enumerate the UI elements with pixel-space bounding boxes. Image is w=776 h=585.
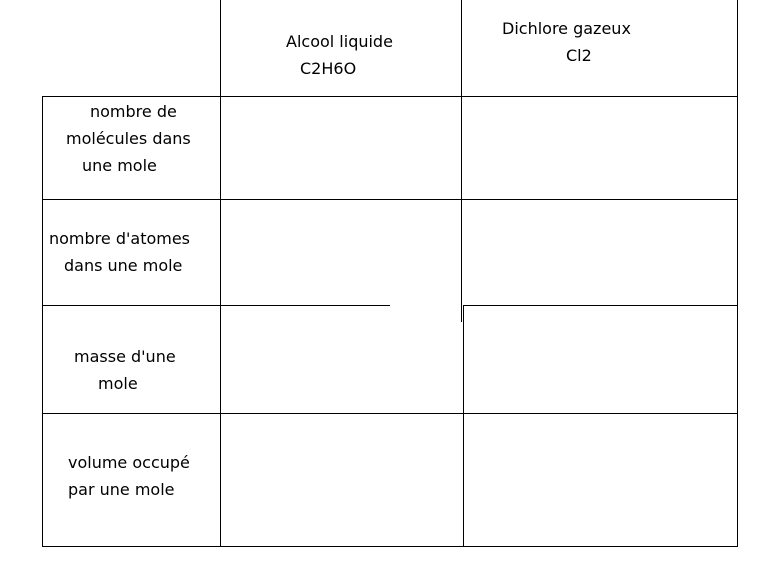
grid-line-header-bottom [42,96,738,97]
row-label-masse-line2: mole [98,374,138,393]
row-label-molecules-line1: nombre de [90,102,177,121]
row-label-volume-line2: par une mole [68,480,175,499]
row-label-atomes-line2: dans une mole [64,256,183,275]
grid-line-left [42,96,43,546]
row-label-volume-line1: volume occupé [68,453,190,472]
grid-line-col1 [220,0,221,546]
grid-line-bottom [42,546,738,547]
header-dichlore-formula: Cl2 [566,46,592,65]
row-label-molecules-line3: une mole [82,156,157,175]
row-label-molecules-line2: molécules dans [66,129,191,148]
row-label-atomes-line1: nombre d'atomes [49,229,191,248]
grid-line-right [737,0,738,546]
grid-line-row2-bottom-left [42,305,390,306]
grid-line-col2-top [461,0,462,322]
grid-line-row3-bottom [42,413,738,414]
header-alcool-name: Alcool liquide [286,32,393,51]
grid-line-row1-bottom [42,199,738,200]
row-label-masse-line1: masse d'une [74,347,176,366]
grid-line-row2-bottom-right [463,305,738,306]
grid-line-col2-bottom [463,306,464,546]
header-dichlore-name: Dichlore gazeux [502,19,631,38]
header-alcool-formula: C2H6O [300,59,357,78]
